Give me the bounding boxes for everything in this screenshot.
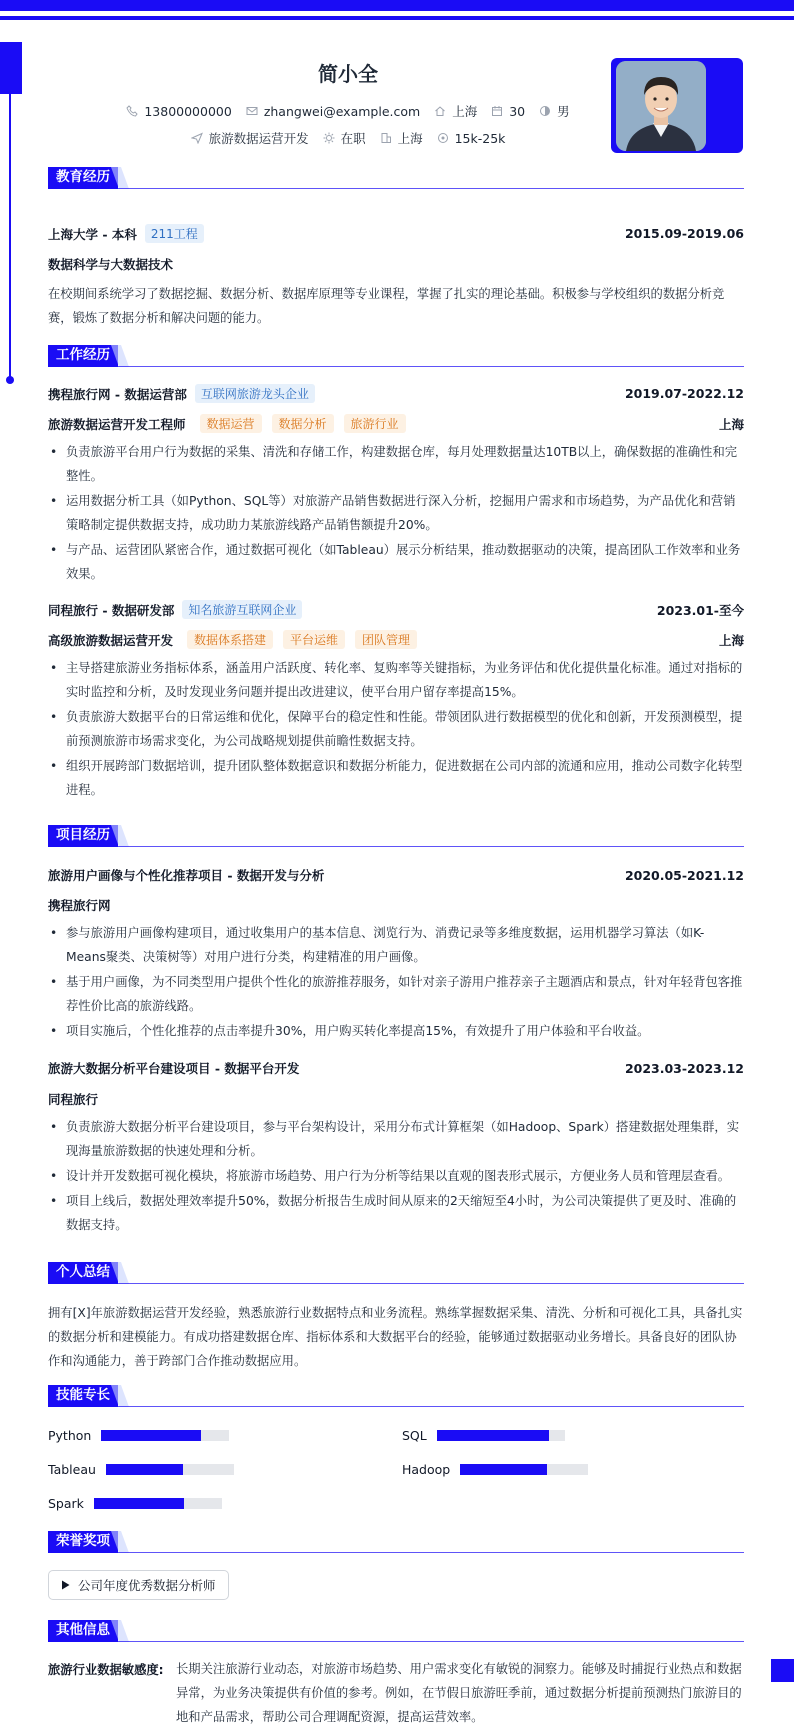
project-2-name: 旅游大数据分析平台建设项目 - 数据平台开发 (48, 1061, 300, 1076)
contact-row (48, 102, 648, 120)
award-text: 公司年度优秀数据分析师 (78, 1578, 216, 1593)
skill-item (48, 1496, 222, 1511)
email-item (246, 104, 420, 119)
status-icon (323, 132, 335, 144)
projects-section-title: 项目经历 (48, 825, 125, 847)
email-text: zhangwei@example.com (263, 103, 421, 119)
work-1-company-row (48, 384, 744, 403)
work-2-company: 同程旅行 - 数据研发部 (48, 602, 175, 618)
work-2-title-row (48, 630, 744, 649)
work-1-tag: 数据运营 (200, 414, 262, 433)
project-1-org: 携程旅行网 (48, 898, 111, 913)
work-2-period: 2023.01-至今 (656, 602, 744, 618)
other-info-label: 旅游行业数据敏感度: (48, 1663, 164, 1677)
target-position-text: 旅游数据运营开发 (208, 131, 309, 146)
left-timeline-dot (6, 376, 14, 384)
gender-text: 男 (557, 104, 570, 119)
skill-name: Hadoop (402, 1462, 451, 1477)
target-city-text: 上海 (397, 131, 423, 146)
photo-frame (611, 58, 743, 153)
salary-item (437, 131, 506, 146)
target-position-item (191, 129, 309, 147)
work-1-company-tag: 互联网旅游龙头企业 (195, 384, 315, 403)
work-2-company-tag: 知名旅游互联网企业 (182, 600, 302, 619)
education-section-rule (48, 188, 744, 189)
top-accent-bar (0, 0, 794, 11)
work-2-tag: 平台运维 (283, 630, 345, 649)
project-2-row (48, 1059, 744, 1077)
project-1-bullet: • 参与旅游用户画像构建项目，通过收集用户的基本信息、浏览行为、消费记录等多维度数据，运用机器学习算法（如K-Means聚类、决策树等）对用户进行分类，构建精准的用户画像。 (48, 921, 744, 969)
salary-text: 15k-25k (454, 130, 506, 146)
education-school: 上海大学 - 本科 (48, 226, 137, 242)
gender-item (539, 102, 570, 120)
status-text: 在职 (340, 131, 366, 146)
education-school-tag: 211工程 (145, 224, 204, 243)
work-1-title: 旅游数据运营开发工程师 (48, 416, 186, 432)
skill-name: Tableau (48, 1462, 96, 1477)
gender-icon (539, 105, 551, 117)
mail-icon (246, 105, 258, 117)
skill-level-bar (94, 1498, 222, 1509)
skill-level-bar (460, 1464, 588, 1475)
home-icon (434, 105, 446, 117)
target-city-item (380, 129, 423, 147)
left-timeline-line (9, 94, 11, 378)
projects-section-rule (48, 846, 744, 847)
phone-icon (126, 105, 138, 117)
skill-item (48, 1428, 229, 1443)
avatar-portrait (616, 61, 706, 151)
work-section-title: 工作经历 (48, 345, 125, 367)
project-2-org-row (48, 1090, 744, 1108)
project-1-row (48, 866, 744, 884)
work-1-company: 携程旅行网 - 数据运营部 (48, 386, 187, 402)
work-section-rule (48, 366, 744, 367)
work-1-title-row (48, 414, 744, 433)
education-period: 2015.09-2019.06 (624, 226, 744, 241)
education-description: 在校期间系统学习了数据挖掘、数据分析、数据库原理等专业课程，掌握了扎实的理论基础。积极参与学校组织的数据分析竞赛，锻炼了数据分析和解决问题的能力。 (48, 287, 725, 325)
project-1-bullet: • 项目实施后，个性化推荐的点击率提升30%，用户购买转化率提高15%，有效提升了用户体验和平台收益。 (48, 1019, 744, 1043)
education-major-row (48, 255, 744, 273)
project-2-bullet: • 项目上线后，数据处理效率提升50%，数据分析报告生成时间从原来的2天缩短至4小时，为公司决策提供了更及时、准确的数据支持。 (48, 1189, 744, 1237)
awards-section-rule (48, 1552, 744, 1553)
resume-header (48, 52, 748, 162)
location-item (434, 102, 477, 120)
project-1-bullet: • 基于用户画像，为不同类型用户提供个性化的旅游推荐服务，如针对亲子游用户推荐亲子主题酒店和景点，针对年轻背包客推荐性价比高的旅游线路。 (48, 970, 744, 1018)
work-2-bullet: • 主导搭建旅游业务指标体系，涵盖用户活跃度、转化率、复购率等关键指标，为业务评估和优化提供量化标准。通过对指标的实时监控和分析，及时发现业务问题并提出改进建议，使平台用户留存率提高15%。 (48, 656, 744, 704)
awards-section-title: 荣誉奖项 (48, 1531, 125, 1553)
calendar-icon (491, 105, 503, 117)
phone-text: 13800000000 (144, 103, 232, 119)
left-accent-tab (0, 42, 22, 94)
education-section-title: 教育经历 (48, 167, 125, 189)
summary-section-rule (48, 1283, 744, 1284)
work-1-bullet: • 运用数据分析工具（如Python、SQL等）对旅游产品销售数据进行深入分析，挖掘用户需求和市场趋势，为产品优化和营销策略制定提供数据支持，成功助力某旅游线路产品销售额提升20%。 (48, 489, 744, 537)
education-row (48, 224, 744, 243)
top-accent-line (0, 16, 794, 20)
skill-level-bar (437, 1430, 565, 1441)
avatar (616, 61, 706, 151)
skill-name: SQL (402, 1428, 427, 1443)
summary-section-title: 个人总结 (48, 1262, 125, 1284)
education-major: 数据科学与大数据技术 (48, 257, 174, 272)
work-1-bullet: • 负责旅游平台用户行为数据的采集、清洗和存储工作，构建数据仓库，每月处理数据量达10TB以上，确保数据的准确性和完整性。 (48, 440, 744, 488)
caret-right-icon (61, 1580, 70, 1590)
summary-text: 拥有[X]年旅游数据运营开发经验，熟悉旅游行业数据特点和业务流程。熟练掌握数据采集、清洗、分析和可视化工具，具备扎实的数据分析和建模能力。有成功搭建数据仓库、指标体系和大数据平台的经验，能够通过数据驱动业务增长。具备良好的团队协作和沟通能力，善于跨部门合作推动数据应用。 (48, 1306, 743, 1368)
other-info-text: 长期关注旅游行业动态，对旅游市场趋势、用户需求变化有敏锐的洞察力。能够及时捕捉行业热点和数据异常，为业务决策提供有价值的参考。例如，在节假日旅游旺季前，通过数据分析提前预测热门旅游目的地和产品需求，帮助公司合理调配资源，提高运营效率。 (176, 1662, 742, 1724)
work-1-tag: 旅游行业 (344, 414, 406, 433)
other-section-title: 其他信息 (48, 1620, 125, 1642)
right-accent-tab (771, 1659, 794, 1682)
work-1-tag: 数据分析 (272, 414, 334, 433)
work-2-tag: 数据体系搭建 (187, 630, 273, 649)
project-1-name: 旅游用户画像与个性化推荐项目 - 数据开发与分析 (48, 868, 325, 883)
status-item (323, 129, 366, 147)
work-1-city: 上海 (718, 416, 744, 432)
work-1-bullet: • 与产品、运营团队紧密合作，通过数据可视化（如Tableau）展示分析结果，推动数据驱动的决策，提高团队工作效率和业务效果。 (48, 538, 744, 586)
work-2-company-row (48, 600, 744, 619)
project-2-bullet: • 负责旅游大数据分析平台建设项目，参与平台架构设计，采用分布式计算框架（如Hadoop、Spark）搭建数据处理集群，实现海量旅游数据的快速处理和分析。 (48, 1115, 744, 1163)
work-2-bullet: • 负责旅游大数据平台的日常运维和优化，保障平台的稳定性和性能。带领团队进行数据模型的优化和创新，开发预测模型，提前预测旅游市场需求变化，为公司战略规划提供前瞻性数据支持。 (48, 705, 744, 753)
project-1-period: 2020.05-2021.12 (624, 867, 744, 883)
building-icon (380, 132, 392, 144)
candidate-name: 简小全 (318, 62, 378, 86)
project-2-org: 同程旅行 (48, 1092, 99, 1107)
skills-section-title: 技能专长 (48, 1385, 125, 1407)
skill-item (48, 1462, 234, 1477)
work-2-bullet: • 组织开展跨部门数据培训，提升团队整体数据意识和数据分析能力，促进数据在公司内部的流通和应用，推动公司数字化转型进程。 (48, 754, 744, 802)
work-2-title: 高级旅游数据运营开发 (48, 632, 174, 648)
skill-level-bar (101, 1430, 229, 1441)
skill-level-bar (106, 1464, 234, 1475)
job-intent-row (48, 129, 648, 147)
send-icon (191, 132, 203, 144)
skill-name: Spark (48, 1496, 84, 1511)
phone-item (126, 104, 231, 119)
skills-section-rule (48, 1406, 744, 1407)
skill-name: Python (48, 1428, 92, 1443)
money-icon (437, 132, 449, 144)
work-2-city: 上海 (718, 632, 744, 648)
age-item (491, 104, 525, 119)
work-1-period: 2019.07-2022.12 (624, 386, 744, 401)
project-1-org-row (48, 896, 744, 914)
project-2-bullet: • 设计并开发数据可视化模块，将旅游市场趋势、用户行为分析等结果以直观的图表形式展示，方便业务人员和管理层查看。 (48, 1164, 744, 1188)
skill-item (402, 1462, 588, 1477)
award-item[interactable] (48, 1570, 229, 1600)
project-2-period: 2023.03-2023.12 (624, 1060, 744, 1076)
work-2-tag: 团队管理 (355, 630, 417, 649)
location-text: 上海 (452, 104, 478, 119)
age-text: 30 (509, 103, 526, 119)
other-section-rule (48, 1641, 744, 1642)
skill-item (402, 1428, 565, 1443)
